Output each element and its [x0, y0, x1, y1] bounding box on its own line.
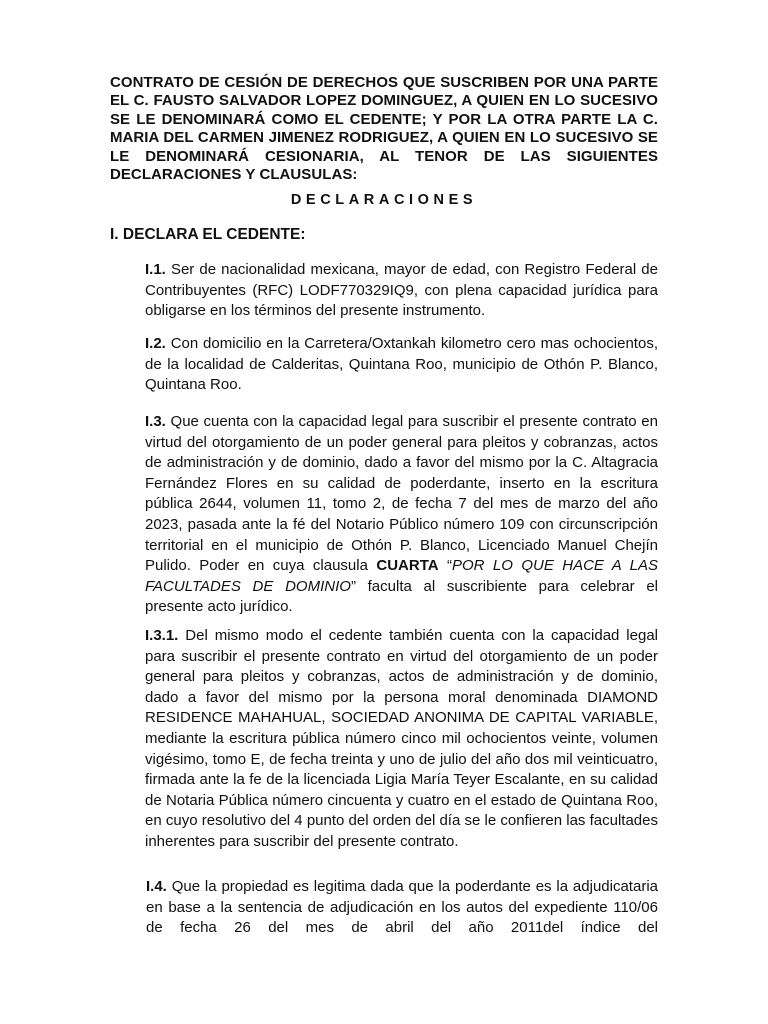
declarations-heading: DECLARACIONES [290, 192, 478, 208]
declaration-text: Ser de nacionalidad mexicana, mayor de edad, con Registro Federal de Contribuyentes (RFC) LODF770329IQ9, con plena capacidad jurídica para obligarse en los términos del presente instrumento. [145, 261, 658, 320]
quote-open: “ [438, 557, 452, 575]
declaration-text: Del mismo modo el cedente también cuenta con la capacidad legal para suscribir el presente contrato en virtud del otorgamiento de un poder general para pleitos y cobranzas, actos de administración y de dominio, dado a favor del mismo por la persona moral denominada DIAMOND RESIDENCE MAHAHUAL, SOCIEDAD ANONIMA DE CAPITAL VARIABLE, mediante la escritura pública número cinco mil ochocientos veinte, volumen vigésimo, tomo E, de fecha treinta y uno de julio del año dos mil veinticuatro, firmada ante la fe de la licenciada Ligia María Teyer Escalante, en su calidad de Notaria Pública número cincuenta y cuatro en el estado de Quintana Roo, en cuyo resolutivo del 4 punto del orden del día se le confieren las facultades inherentes para suscribir del presente contrato. [145, 627, 658, 850]
declaration-text: Que la propiedad es legitima dada que la poderdante es la adjudicataria en base a la sentencia de adjudicación en los autos del expediente 110/06 de fecha 26 del mes de abril del año 2011del índice del [146, 878, 658, 937]
declaration-number: I.4. [146, 878, 167, 895]
declaration-i-2 [145, 334, 658, 396]
declaration-i-3 [145, 412, 658, 618]
cedente-subheading: I. DECLARA EL CEDENTE: [110, 226, 306, 243]
quoted-clause: POR LO QUE HACE A LAS FACULTADES DE DOMINIO [145, 557, 658, 595]
declaration-tail: ” faculta al suscribiente para celebrar el presente acto jurídico. [145, 577, 658, 616]
declaration-i-4 [146, 877, 658, 939]
declaration-number: I.3.1. [145, 627, 179, 644]
declaration-i-1 [145, 260, 658, 322]
declaration-number: I.1. [145, 261, 166, 278]
declaration-i-3-1 [145, 626, 658, 853]
declaration-text: Que cuenta con la capacidad legal para suscribir el presente contrato en virtud del otorgamiento de un poder general para pleitos y cobranzas, actos de administración y de dominio, dado a favor del mismo por la C. Altagracia Fernández Flores en su calidad de poderdante, inserto en la escritura pública 2644, volumen 11, tomo 2, de fecha 7 del mes de marzo del año 2023, pasada ante la fé del Notario Público número 109 con circunscripción territorial en el municipio de Othón P. Blanco, Licenciado Manuel Chejín Pulido. Poder en cuya clausula [145, 413, 658, 575]
contract-title: CONTRATO DE CESIÓN DE DERECHOS QUE SUSCRIBEN POR UNA PARTE EL C. FAUSTO SALVADOR LOPEZ DOMINGUEZ, A QUIEN EN LO SUCESIVO SE LE DENOMINARÁ COMO EL CEDENTE; Y POR LA OTRA PARTE LA C. MARIA DEL CARMEN JIMENEZ RODRIGUEZ, A QUIEN EN LO SUCESIVO SE LE DENOMINARÁ CESIONARIA, AL TENOR DE LAS SIGUIENTES DECLARACIONES Y CLAUSULAS: [110, 74, 658, 184]
clause-name: CUARTA [376, 557, 439, 575]
declaration-number: I.3. [145, 413, 166, 430]
declaration-number: I.2. [145, 335, 166, 352]
declaration-text: Con domicilio en la Carretera/Oxtankah kilometro cero mas ochocientos, de la localidad de Calderitas, Quintana Roo, municipio de Othón P. Blanco, Quintana Roo. [145, 335, 658, 394]
